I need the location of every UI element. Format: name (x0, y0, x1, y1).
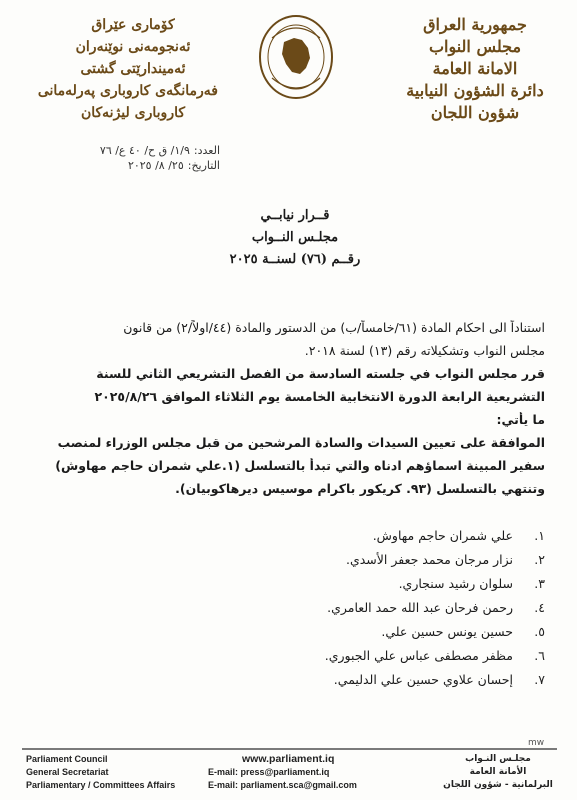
website-link[interactable]: www.parliament.iq (242, 753, 335, 765)
list-item-name: إحسان علاوي حسين علي الدليمي. (333, 671, 513, 687)
email-press-link[interactable]: E-mail: press@parliament.iq (208, 767, 330, 777)
letterhead-line: ئەمیندارێتی گشتی (80, 61, 186, 77)
list-item-number: ٤. (534, 599, 545, 615)
letterhead-line: جمهورية العراق (423, 15, 527, 34)
list-item-name: مظفر مصطفى عباس علي الجبوري. (324, 647, 513, 663)
footer-arabic (443, 753, 553, 792)
decision-title: قــرار نيابــي (260, 208, 330, 223)
list-item (200, 571, 545, 595)
letterhead-line: كۆماری عێراق (91, 17, 175, 33)
letterhead-line: دائرة الشؤون النيابية (406, 81, 544, 100)
list-item-name: نزار مرجان محمد جعفر الأسدي. (345, 551, 513, 567)
list-item (200, 667, 545, 691)
reference-block (30, 143, 220, 173)
body-line: ما يأتي: (496, 412, 545, 427)
reference-number-label: العدد: (193, 144, 220, 157)
footer-line: General Secretariat (26, 767, 109, 777)
list-item (200, 619, 545, 643)
reference-date-label: التاريخ: (187, 159, 220, 172)
reference-number (30, 143, 220, 158)
footer-line: Parliament Council (26, 754, 108, 764)
body-line: قرر مجلس النواب في جلسته السادسة من الفصل التشريعي الثاني للسنة (96, 366, 545, 381)
list-item-name: حسين يونس حسين علي. (381, 623, 513, 639)
parliament-emblem-icon (258, 14, 334, 100)
reference-date (30, 158, 220, 173)
list-item-number: ٣. (534, 575, 545, 591)
list-item-number: ٦. (534, 647, 545, 663)
list-item-number: ٧. (534, 671, 545, 687)
footer-line: الأمانة العامة (469, 767, 527, 777)
footer-line: مجلـس النـواب (465, 754, 531, 764)
list-item-number: ١. (534, 527, 545, 543)
body-line: الموافقة على تعيين السيدات والسادة المرشحين من قبل مجلس الوزراء لمنصب (57, 435, 545, 450)
typist-initials: mw (528, 738, 545, 748)
body-line: سفير المبينة اسماؤهم ادناه والتي تبدأ بالتسلسل (١.علي شمران حاجم مهاوش) (55, 458, 545, 473)
list-item-number: ٢. (534, 551, 545, 567)
footer-divider (22, 748, 557, 750)
list-item-number: ٥. (534, 623, 545, 639)
letterhead-line: کاروباری لیژنەکان (80, 105, 186, 121)
letterhead-line: فەرمانگەی کاروباری پەرلەمانی (37, 83, 218, 99)
list-item (200, 595, 545, 619)
body-line: وتنتهي بالتسلسل (٩٣. كريكور باكرام موسيس ديرهاكوبيان). (175, 481, 545, 496)
list-item (200, 523, 545, 547)
decision-number: رقــم (٧٦) لسنــة ٢٠٢٥ (229, 252, 361, 267)
names-list (200, 523, 545, 691)
email-sca-link[interactable]: E-mail: parliament.sca@gmail.com (208, 780, 357, 790)
footer-english (26, 753, 175, 792)
footer-contact (208, 753, 357, 792)
body-line: مجلس النواب وتشكيلاته رقم (١٣) لسنة ٢٠١٨. (304, 343, 545, 358)
letterhead-line: مجلس النواب (428, 37, 522, 56)
decision-issuer: مجلـس النــواب (251, 230, 339, 245)
list-item-name: رحمن فرحان عبد الله حمد العامري. (327, 599, 513, 615)
letterhead-line: ئەنجومەنی نوێنەران (75, 39, 191, 55)
body-line: التشريعية الرابعة الدورة الانتخابية الخامسة يوم الثلاثاء الموافق ٢٠٢٥/٨/٢٦ (94, 389, 545, 404)
footer-line: البرلمانية - شؤون اللجان (443, 780, 553, 790)
list-item-name: علي شمران حاجم مهاوش. (372, 527, 513, 543)
letterhead-arabic (395, 14, 555, 124)
body-line: استناداً الى احكام المادة (٦١/خامساً/ب) من الدستور والمادة (٤٤/اولاً/٢) من قانون (123, 320, 545, 335)
letterhead-line: شؤون اللجان (430, 103, 520, 122)
footer-line: Parliamentary / Committees Affairs (26, 780, 176, 790)
list-item-name: سلوان رشيد سنجاري. (398, 575, 513, 591)
letterhead-kurdish (37, 14, 218, 124)
reference-date-value: ٢٥/ ٨/ ٢٠٢٥ (127, 159, 184, 172)
list-item (200, 547, 545, 571)
letterhead-line: الامانة العامة (432, 59, 518, 78)
reference-number-value: ١/٩/ ق ح/ ٤٠ ع/ ٧٦ (99, 144, 190, 157)
list-item (200, 643, 545, 667)
